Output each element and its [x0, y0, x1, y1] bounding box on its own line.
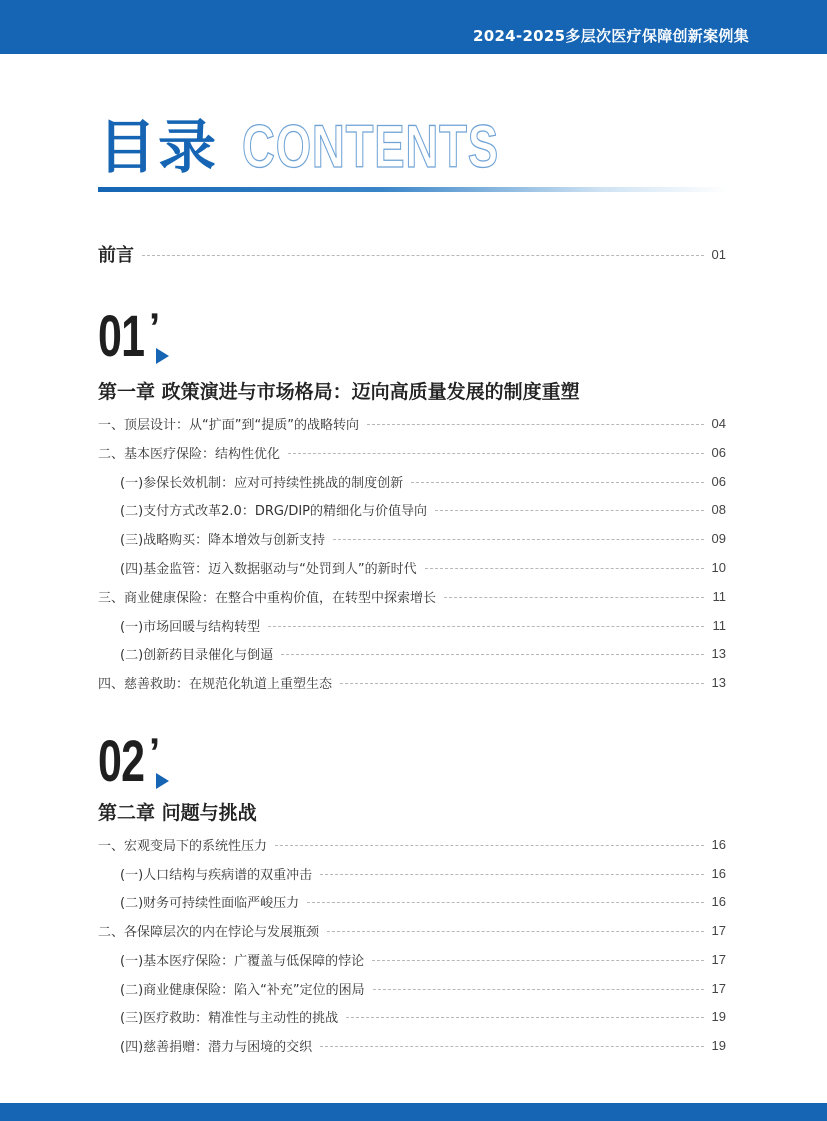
toc-entry-page: 17 [711, 922, 726, 938]
toc-entry[interactable] [98, 414, 726, 432]
toc-subentry[interactable] [120, 1007, 726, 1025]
chapter-title-1[interactable]: 第一章 政策演进与市场格局：迈向高质量发展的制度重塑 [98, 381, 580, 403]
leader-dots [373, 989, 704, 990]
leader-dots [411, 482, 704, 483]
prime-mark: ’ [149, 731, 161, 775]
leader-dots [320, 1046, 704, 1047]
toc-subentry[interactable] [120, 472, 726, 490]
prime-mark: ’ [149, 306, 161, 350]
toc-heading-cn: 目录 [98, 113, 219, 181]
toc-entry[interactable] [98, 587, 726, 605]
toc-entry-label: (一)基本医疗保险：广覆盖与低保障的悖论 [120, 953, 365, 969]
toc-entry-page: 06 [711, 444, 726, 460]
toc-entry-page: 01 [711, 246, 726, 262]
chapter-title-2[interactable]: 第二章 问题与挑战 [98, 802, 257, 824]
toc-subentry[interactable] [120, 558, 726, 576]
toc-entry-label: (二)财务可持续性面临严峻压力 [120, 895, 300, 911]
leader-dots [288, 453, 704, 454]
leader-dots [307, 902, 704, 903]
toc-entry-label: (三)战略购买：降本增效与创新支持 [120, 532, 326, 548]
toc-entry-label: 四、慈善救助：在规范化轨道上重塑生态 [98, 676, 333, 692]
toc-subentry[interactable] [120, 950, 726, 968]
toc-entry-label: 一、宏观变局下的系统性压力 [98, 838, 268, 854]
toc-entry-page: 19 [711, 1008, 726, 1024]
play-arrow-icon [156, 773, 169, 789]
toc-entry-label: (二)支付方式改革2.0：DRG/DIP的精细化与价值导向 [120, 503, 427, 519]
chapter-number-1 [98, 304, 161, 369]
leader-dots [340, 683, 704, 684]
toc-entry-page: 11 [712, 617, 726, 633]
document-title: 2024-2025多层次医疗保障创新案例集 [472, 27, 749, 45]
leader-dots [367, 424, 704, 425]
toc-entry-label: (四)慈善捐赠：潜力与困境的交织 [120, 1039, 313, 1055]
toc-entry-page: 16 [711, 836, 726, 852]
toc-entry-page: 19 [711, 1037, 726, 1053]
leader-dots [281, 654, 704, 655]
toc-entry[interactable] [98, 673, 726, 691]
toc-entry-page: 10 [711, 559, 726, 575]
chapter-number-2 [98, 729, 161, 794]
toc-subentry[interactable] [120, 500, 726, 518]
toc-entry-label: 二、基本医疗保险：结构性优化 [98, 446, 281, 462]
heading-divider [98, 187, 728, 192]
toc-entry-page: 04 [711, 415, 726, 431]
leader-dots [444, 597, 704, 598]
leader-dots [320, 874, 704, 875]
toc-subentry[interactable] [120, 644, 726, 662]
leader-dots [346, 1017, 704, 1018]
toc-entry[interactable] [98, 443, 726, 461]
play-arrow-icon [156, 348, 169, 364]
toc-entry-page: 08 [711, 501, 726, 517]
toc-entry-page: 17 [711, 951, 726, 967]
toc-entry-label: 一、顶层设计：从“扩面”到“提质”的战略转向 [98, 417, 359, 433]
toc-entry-page: 06 [711, 473, 726, 489]
toc-subentry[interactable] [120, 1036, 726, 1054]
toc-heading [98, 108, 580, 181]
toc-entry-label: (一)参保长效机制：应对可持续性挑战的制度创新 [120, 475, 404, 491]
leader-dots [372, 960, 704, 961]
toc-subentry[interactable] [120, 616, 726, 634]
toc-entry-page: 11 [712, 588, 726, 604]
leader-dots [435, 510, 704, 511]
toc-entry-label: (三)医疗救助：精准性与主动性的挑战 [120, 1010, 339, 1026]
toc-heading-en: CONTENTS [242, 113, 499, 180]
toc-subentry[interactable] [120, 864, 726, 882]
toc-entry-label: (一)市场回暖与结构转型 [120, 619, 261, 635]
toc-entry-page: 16 [711, 893, 726, 909]
leader-dots [327, 931, 704, 932]
chapter-number-text: 01 [98, 304, 145, 369]
toc-entry-preface[interactable] [98, 241, 726, 267]
toc-entry-page: 09 [711, 530, 726, 546]
leader-dots [425, 568, 704, 569]
leader-dots [333, 539, 704, 540]
toc-entry-page: 17 [711, 980, 726, 996]
leader-dots [142, 255, 704, 256]
toc-entry-page: 16 [711, 865, 726, 881]
toc-entry-label: (二)创新药目录催化与倒逼 [120, 647, 274, 663]
toc-entry-label: (二)商业健康保险：陷入“补充”定位的困局 [120, 982, 365, 998]
toc-entry-label: 前言 [98, 245, 134, 266]
toc-subentry[interactable] [120, 979, 726, 997]
leader-dots [275, 845, 704, 846]
toc-entry-page: 13 [711, 645, 726, 661]
toc-entry-label: (四)基金监管：迈入数据驱动与“处罚到人”的新时代 [120, 561, 417, 577]
footer-bar [0, 1103, 827, 1121]
toc-subentry[interactable] [120, 529, 726, 547]
leader-dots [268, 626, 704, 627]
header-bar [0, 0, 827, 54]
toc-subentry[interactable] [120, 892, 726, 910]
toc-entry-label: 三、商业健康保险：在整合中重构价值，在转型中探索增长 [98, 590, 437, 606]
toc-entry[interactable] [98, 921, 726, 939]
toc-entry[interactable] [98, 835, 726, 853]
toc-entry-label: 二、各保障层次的内在悖论与发展瓶颈 [98, 924, 320, 940]
toc-entry-label: (一)人口结构与疾病谱的双重冲击 [120, 867, 313, 883]
chapter-number-text: 02 [98, 729, 145, 794]
toc-entry-page: 13 [711, 674, 726, 690]
